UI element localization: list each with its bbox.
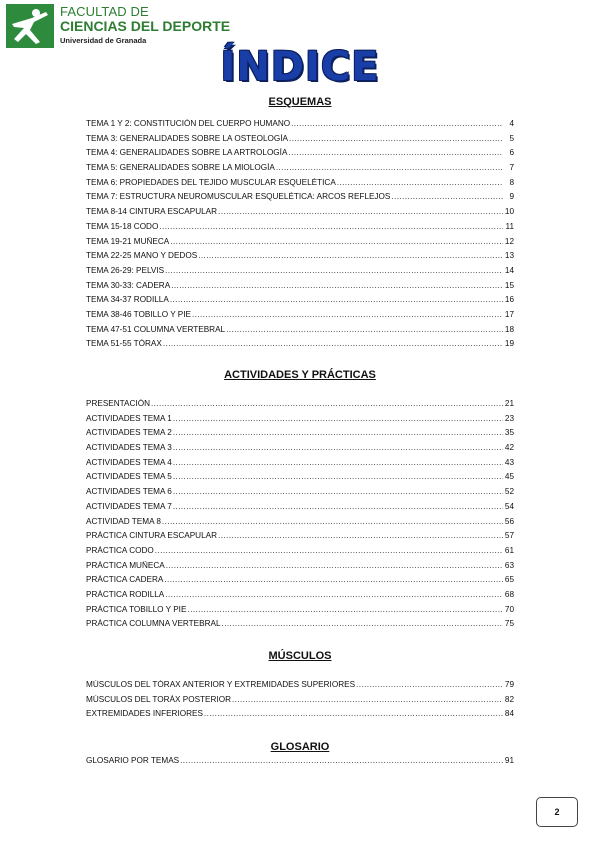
toc-entry-page: 54 bbox=[504, 501, 514, 511]
toc-entry-label: PRÁCTICA COLUMNA VERTEBRAL bbox=[86, 619, 221, 629]
toc-entry-label: PRÁCTICA TOBILLO Y PIE bbox=[86, 604, 187, 614]
toc-entry[interactable] bbox=[86, 590, 514, 605]
toc-entry-page: 65 bbox=[504, 575, 514, 585]
toc-entry[interactable] bbox=[86, 295, 514, 310]
toc-entry-page: 75 bbox=[504, 619, 514, 629]
toc-entry-label: ACTIVIDAD TEMA 8 bbox=[86, 516, 161, 526]
toc-entry-label: TEMA 5: GENERALIDADES SOBRE LA MIOLOGÍA bbox=[86, 163, 275, 173]
toc-dot-leader bbox=[218, 531, 503, 540]
toc-entry[interactable] bbox=[86, 605, 514, 620]
toc-entry-label: TEMA 51-55 TÓRAX bbox=[86, 339, 162, 349]
toc-dot-leader bbox=[276, 163, 503, 172]
toc-entry-page: 12 bbox=[504, 236, 514, 246]
toc-dot-leader bbox=[173, 502, 503, 511]
toc-entry[interactable] bbox=[86, 178, 514, 193]
toc-entry-label: ACTIVIDADES TEMA 6 bbox=[86, 487, 172, 497]
toc-entry[interactable] bbox=[86, 237, 514, 252]
toc-entry[interactable] bbox=[86, 458, 514, 473]
toc-entry-page: 17 bbox=[504, 309, 514, 319]
toc-entry[interactable] bbox=[86, 192, 514, 207]
page-title: ÍNDICE bbox=[220, 44, 380, 90]
toc-entry-label: PRÁCTICA CINTURA ESCAPULAR bbox=[86, 531, 218, 541]
toc-section-list bbox=[86, 756, 514, 771]
logo-line-1: FACULTAD DE bbox=[60, 4, 149, 19]
toc-entry[interactable] bbox=[86, 561, 514, 576]
toc-entry-page: 21 bbox=[504, 399, 514, 408]
toc-entry-label: MÚSCULOS DEL TÓRAX ANTERIOR Y EXTREMIDADES SUPERIORES bbox=[86, 680, 356, 689]
toc-entry-page: 56 bbox=[504, 516, 514, 526]
toc-section-list bbox=[86, 399, 514, 634]
toc-dot-leader bbox=[155, 546, 503, 555]
toc-entry[interactable] bbox=[86, 163, 514, 178]
toc-entry-page: 68 bbox=[504, 589, 514, 599]
logo-line-3: Universidad de Granada bbox=[60, 36, 147, 45]
toc-dot-leader bbox=[337, 178, 503, 187]
toc-dot-leader bbox=[222, 619, 503, 628]
toc-dot-leader bbox=[226, 325, 503, 334]
toc-entry-page: 16 bbox=[504, 295, 514, 305]
toc-entry-label: ACTIVIDADES TEMA 4 bbox=[86, 457, 172, 467]
toc-dot-leader bbox=[180, 756, 503, 765]
toc-entry-label: TEMA 15-18 CODO bbox=[86, 221, 159, 231]
toc-entry-page: 82 bbox=[504, 694, 514, 704]
toc-entry-page: 19 bbox=[504, 339, 514, 349]
toc-dot-leader bbox=[173, 443, 503, 452]
athlete-logo-icon bbox=[6, 4, 54, 48]
toc-entry[interactable] bbox=[86, 339, 514, 354]
toc-entry[interactable] bbox=[86, 148, 514, 163]
toc-entry-page: 15 bbox=[504, 280, 514, 290]
toc-entry[interactable] bbox=[86, 575, 514, 590]
toc-entry-label: ACTIVIDADES TEMA 7 bbox=[86, 501, 172, 511]
toc-dot-leader bbox=[198, 251, 503, 260]
toc-entry[interactable] bbox=[86, 399, 514, 414]
page-number-box bbox=[536, 797, 578, 827]
toc-entry-label: EXTREMIDADES INFERIORES bbox=[86, 709, 203, 719]
toc-entry[interactable] bbox=[86, 266, 514, 281]
toc-entry-label: TEMA 22-25 MANO Y DEDOS bbox=[86, 251, 198, 261]
toc-entry[interactable] bbox=[86, 325, 514, 340]
toc-section-list bbox=[86, 680, 514, 724]
toc-entry[interactable] bbox=[86, 619, 514, 634]
toc-dot-leader bbox=[165, 266, 503, 275]
toc-entry[interactable] bbox=[86, 680, 514, 695]
toc-dot-leader bbox=[218, 207, 503, 216]
toc-entry-page: 7 bbox=[509, 163, 514, 173]
toc-section-list bbox=[86, 119, 514, 354]
toc-entry-label: PRÁCTICA MUÑECA bbox=[86, 560, 165, 570]
toc-dot-leader bbox=[173, 472, 503, 481]
toc-dot-leader bbox=[164, 575, 503, 584]
toc-dot-leader bbox=[232, 695, 503, 704]
toc-entry[interactable] bbox=[86, 546, 514, 561]
toc-entry-label: GLOSARIO POR TEMAS bbox=[86, 756, 180, 765]
toc-entry-label: PRÁCTICA RODILLA bbox=[86, 589, 165, 599]
toc-entry-page: 91 bbox=[504, 756, 514, 765]
section-heading: ACTIVIDADES Y PRÁCTICAS bbox=[224, 369, 376, 381]
toc-dot-leader bbox=[171, 281, 503, 290]
toc-entry-label: PRÁCTICA CADERA bbox=[86, 575, 164, 585]
toc-entry-page: 4 bbox=[509, 119, 514, 128]
toc-entry-label: TEMA 3: GENERALIDADES SOBRE LA OSTEOLOGÍA bbox=[86, 133, 289, 143]
toc-entry[interactable] bbox=[86, 472, 514, 487]
toc-entry-page: 9 bbox=[509, 192, 514, 202]
toc-dot-leader bbox=[187, 605, 503, 614]
toc-entry-page: 14 bbox=[504, 265, 514, 275]
toc-entry-label: ACTIVIDADES TEMA 1 bbox=[86, 413, 172, 423]
section-heading: GLOSARIO bbox=[270, 741, 330, 753]
toc-dot-leader bbox=[173, 414, 503, 423]
toc-entry-label: TEMA 7: ESTRUCTURA NEUROMUSCULAR ESQUELÉTICA: ARCOS REFLEJOS bbox=[86, 192, 391, 202]
toc-entry-label: TEMA 47-51 COLUMNA VERTEBRAL bbox=[86, 324, 226, 334]
toc-entry-label: PRESENTACIÓN bbox=[86, 399, 150, 408]
toc-entry-page: 57 bbox=[504, 531, 514, 541]
logo-line-2: CIENCIAS DEL DEPORTE bbox=[60, 18, 231, 34]
toc-entry-page: 5 bbox=[509, 133, 514, 143]
toc-entry[interactable] bbox=[86, 414, 514, 429]
toc-dot-leader bbox=[162, 517, 503, 526]
toc-entry-label: ACTIVIDADES TEMA 3 bbox=[86, 443, 172, 453]
section-heading: MÚSCULOS bbox=[268, 650, 332, 662]
toc-dot-leader bbox=[291, 119, 503, 128]
toc-entry-page: 6 bbox=[509, 148, 514, 158]
toc-dot-leader bbox=[192, 310, 503, 319]
toc-entry[interactable] bbox=[86, 695, 514, 710]
toc-entry-page: 52 bbox=[504, 487, 514, 497]
toc-entry-page: 70 bbox=[504, 604, 514, 614]
toc-entry-page: 10 bbox=[504, 207, 514, 217]
toc-entry-label: TEMA 8-14 CINTURA ESCAPULAR bbox=[86, 207, 218, 217]
toc-dot-leader bbox=[159, 222, 503, 231]
toc-entry-label: MÚSCULOS DEL TORÁX POSTERIOR bbox=[86, 694, 231, 704]
toc-dot-leader bbox=[289, 134, 503, 143]
toc-entry-page: 45 bbox=[504, 472, 514, 482]
toc-entry[interactable] bbox=[86, 281, 514, 296]
toc-dot-leader bbox=[170, 295, 503, 304]
toc-dot-leader bbox=[166, 561, 503, 570]
toc-entry-page: 79 bbox=[504, 680, 514, 689]
toc-dot-leader bbox=[173, 487, 503, 496]
toc-entry-page: 8 bbox=[509, 177, 514, 187]
toc-entry-page: 35 bbox=[504, 428, 514, 438]
toc-dot-leader bbox=[173, 428, 503, 437]
toc-entry-label: TEMA 34-37 RODILLA bbox=[86, 295, 169, 305]
toc-entry-page: 63 bbox=[504, 560, 514, 570]
toc-entry[interactable] bbox=[86, 487, 514, 502]
toc-dot-leader bbox=[288, 148, 503, 157]
toc-entry-page: 61 bbox=[504, 545, 514, 555]
toc-entry[interactable] bbox=[86, 428, 514, 443]
faculty-logo bbox=[6, 4, 230, 48]
toc-dot-leader bbox=[163, 339, 503, 348]
toc-entry[interactable] bbox=[86, 251, 514, 266]
toc-entry[interactable] bbox=[86, 709, 514, 724]
toc-entry-page: 42 bbox=[504, 443, 514, 453]
toc-dot-leader bbox=[391, 192, 503, 201]
toc-entry-page: 23 bbox=[504, 413, 514, 423]
toc-dot-leader bbox=[165, 590, 503, 599]
toc-entry-page: 43 bbox=[504, 457, 514, 467]
toc-entry-label: TEMA 38-46 TOBILLO Y PIE bbox=[86, 309, 191, 319]
toc-dot-leader bbox=[173, 458, 503, 467]
toc-dot-leader bbox=[170, 237, 503, 246]
section-heading: ESQUEMAS bbox=[268, 96, 332, 108]
toc-entry-label: TEMA 1 Y 2: CONSTITUCIÓN DEL CUERPO HUMANO bbox=[86, 119, 291, 128]
toc-entry[interactable] bbox=[86, 134, 514, 149]
toc-entry[interactable] bbox=[86, 502, 514, 517]
toc-entry-label: ACTIVIDADES TEMA 5 bbox=[86, 472, 172, 482]
toc-entry-label: PRÁCTICA CODO bbox=[86, 545, 154, 555]
toc-dot-leader bbox=[204, 709, 503, 718]
toc-entry-page: 11 bbox=[505, 221, 514, 231]
toc-entry-label: TEMA 19-21 MUÑECA bbox=[86, 236, 170, 246]
toc-entry-label: ACTIVIDADES TEMA 2 bbox=[86, 428, 172, 438]
page-number: 2 bbox=[554, 807, 560, 817]
toc-entry[interactable] bbox=[86, 310, 514, 325]
toc-entry[interactable] bbox=[86, 207, 514, 222]
toc-entry[interactable] bbox=[86, 119, 514, 134]
toc-entry[interactable] bbox=[86, 222, 514, 237]
toc-entry[interactable] bbox=[86, 756, 514, 771]
toc-dot-leader bbox=[356, 680, 503, 689]
toc-entry-label: TEMA 30-33: CADERA bbox=[86, 280, 171, 290]
toc-entry[interactable] bbox=[86, 443, 514, 458]
toc-entry-page: 18 bbox=[504, 324, 514, 334]
toc-entry[interactable] bbox=[86, 517, 514, 532]
toc-dot-leader bbox=[151, 399, 503, 408]
toc-entry-label: TEMA 26-29: PELVIS bbox=[86, 265, 165, 275]
toc-entry-label: TEMA 4: GENERALIDADES SOBRE LA ARTROLOGÍA bbox=[86, 148, 288, 158]
toc-entry-label: TEMA 6: PROPIEDADES DEL TEJIDO MUSCULAR ESQUELÉTICA bbox=[86, 177, 336, 187]
toc-entry-page: 84 bbox=[504, 709, 514, 719]
toc-entry[interactable] bbox=[86, 531, 514, 546]
toc-entry-page: 13 bbox=[504, 251, 514, 261]
